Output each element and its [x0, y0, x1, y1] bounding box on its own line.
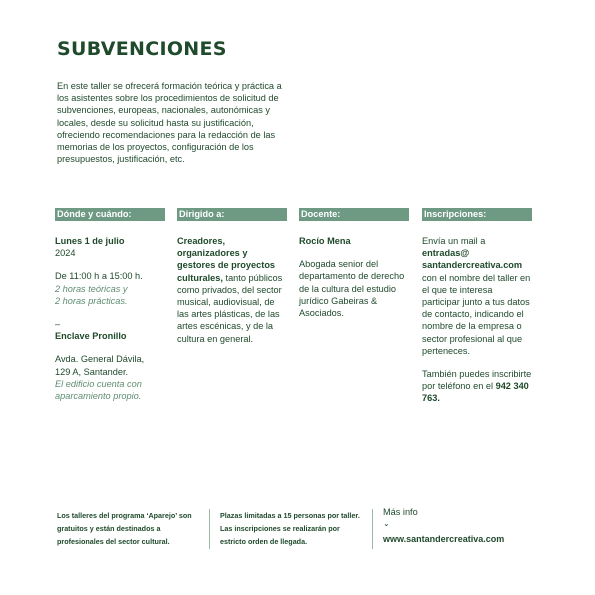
intro-paragraph: En este taller se ofrecerá formación teórica y práctica a los asistentes sobre los procedimientos de solicitud de subvenciones, europeas, nacionales, autonómicas y locales, desde su solicitud hasta su justificación, ofreciendo recomendaciones para la redacción de las memorias de los proyectos, configuración de los presupuestos, justificación, etc. [57, 81, 282, 165]
parking-line-1: El edificio cuenta con [55, 378, 142, 389]
event-year: 2024 [55, 248, 76, 259]
more-info-label: Más info [383, 507, 418, 517]
parking-line-2: aparcamiento propio. [55, 391, 142, 402]
theory-hours: 2 horas teóricas y [55, 283, 128, 294]
phone-text [422, 368, 532, 405]
phone-number[interactable]: 942 340 763. [422, 381, 529, 404]
footer-divider-2 [372, 509, 373, 549]
website-link[interactable]: www.santandercreativa.com [383, 534, 505, 544]
docente-header: Docente: [299, 208, 409, 221]
column-inscripciones [422, 208, 532, 405]
phone-pre: También puedes inscribirte por teléfono en el [422, 369, 532, 392]
dash-separator: – [55, 319, 61, 330]
address-line-2: 129 A, Santander. [55, 366, 129, 377]
inscripciones-pre: Envía un mail a [422, 236, 486, 246]
inscripciones-post: con el nombre del taller en el que te interesa participar junto a tus datos de contacto, indicando el nombre de la empresa o sector profesional al que perteneces. [422, 272, 531, 356]
dirigido-rest: tanto públicos como privados, del sector musical, audiovisual, de las artes plásticas, de las artes escénicas, y de la cultura en general. [177, 272, 283, 344]
docente-bio: Abogada senior del departamento de derecho de la cultura del estudio jurídico Gabeiras & Asociados. [299, 259, 405, 319]
column-dirigido [177, 208, 287, 345]
donde-header: Dónde y cuándo: [55, 208, 165, 221]
inscripciones-header: Inscripciones: [422, 208, 532, 221]
footer-note-places: Plazas limitadas a 15 personas por taller. Las inscripciones se realizarán por estricto orden de llegada. [220, 511, 360, 546]
dirigido-text [177, 235, 287, 345]
column-docente [299, 208, 409, 319]
docente-name: Rocío Mena [299, 236, 351, 246]
dirigido-header: Dirigido a: [177, 208, 287, 221]
chevron-down-icon: ⌄ [383, 519, 390, 528]
dirigido-bold: Creadores, organizadores y gestores de proyectos culturales, [177, 236, 276, 283]
venue-name: Enclave Pronillo [55, 331, 127, 342]
footer-divider-1 [209, 509, 210, 549]
column-donde [55, 208, 165, 402]
address-line-1: Avda. General Dávila, [55, 354, 145, 365]
event-time: De 11:00 h a 15:00 h. [55, 271, 143, 282]
email-link[interactable]: entradas@ santandercreativa.com [422, 248, 523, 271]
practice-hours: 2 horas prácticas. [55, 295, 128, 306]
footer-note-free: Los talleres del programa ‘Aparejo’ son gratuitos y están destinados a profesionales del sector cultural. [57, 511, 192, 546]
event-date: Lunes 1 de julio [55, 236, 125, 246]
page-title: SUBVENCIONES [57, 38, 227, 60]
